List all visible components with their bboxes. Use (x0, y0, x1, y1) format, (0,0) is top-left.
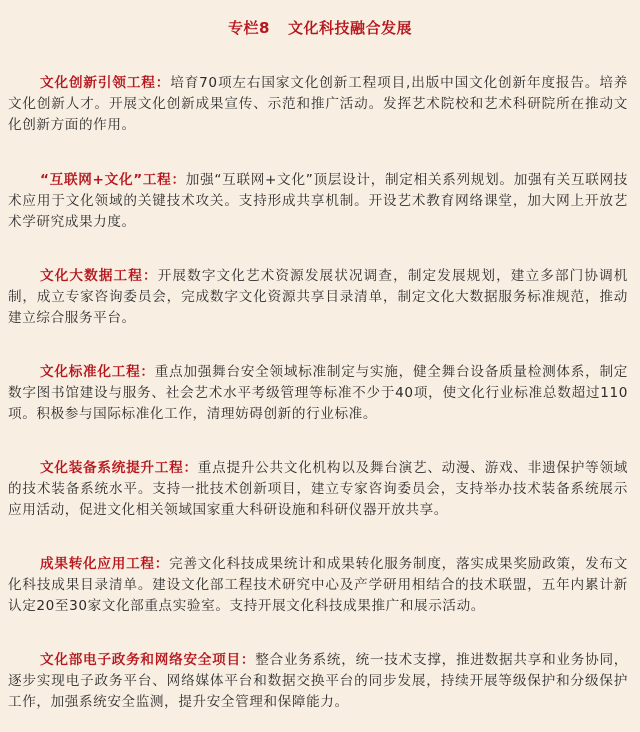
section-culture-big-data (8, 266, 628, 329)
section-body: 培育70项左右国家文化创新工程项目,出版中国文化创新年度报告。培养文化创新人才。开展文化创新成果宣传、示范和推广活动。发挥艺术院校和艺术科研院所在推动文化创新方面的作用。 (8, 75, 628, 133)
section-heading: “互联网+文化”工程： (40, 172, 186, 188)
section-body: 重点加强舞台安全领域标准制定与实施，健全舞台设备质量检测体系，制定数字图书馆建设与服务、社会艺术水平考级管理等标准不少于40项，使文化行业标准总数超过110项。积极参与国际标准化工作，清理妨碍创新的行业标准。 (8, 364, 628, 422)
section-heading: 文化标准化工程： (40, 364, 155, 380)
section-heading: 文化大数据工程： (40, 268, 158, 284)
section-body: 整合业务系统，统一技术支撑，推进数据共享和业务协同，逐步实现电子政务平台、网络媒体平台和数据交换平台的同步发展，持续开展等级保护和分级保护工作，加强系统安全监测，提升安全管理和保障能力。 (8, 652, 629, 710)
section-heading: 文化部电子政务和网络安全项目： (40, 652, 256, 668)
section-e-government-security (8, 650, 628, 713)
section-culture-innovation (8, 73, 628, 136)
section-heading: 文化创新引领工程： (40, 75, 171, 91)
box-title (0, 17, 640, 38)
section-heading: 文化装备系统提升工程： (40, 460, 198, 476)
section-culture-standardization (8, 362, 628, 425)
section-equipment-upgrade (8, 458, 628, 521)
section-body: 完善文化科技成果统计和成果转化服务制度，落实成果奖励政策，发布文化科技成果目录清单。建设文化部工程技术研究中心及产学研用相结合的技术联盟，五年内累计新认定20至30家文化部重点实验室。支持开展文化科技成果推广和展示活动。 (8, 556, 628, 614)
section-heading: 成果转化应用工程： (40, 556, 170, 572)
box-title-text: 文化科技融合发展 (287, 19, 412, 37)
section-body: 开展数字文化艺术资源发展状况调查，制定发展规划，建立多部门协调机制，成立专家咨询委员会，完成数字文化资源共享目录清单，制定文化大数据服务标准规范，推动建立综合服务平台。 (8, 268, 628, 326)
box-title-label: 专栏8 (228, 19, 270, 37)
section-achievement-transfer (8, 554, 628, 617)
section-internet-culture (8, 170, 628, 233)
section-body: 加强“互联网+文化”顶层设计，制定相关系列规划。加强有关互联网技术应用于文化领域的关键技术攻关。支持形成共享机制。开设艺术教育网络课堂，加大网上开放艺术学研究成果力度。 (8, 172, 628, 230)
section-body: 重点提升公共文化机构以及舞台演艺、动漫、游戏、非遗保护等领域的技术装备系统水平。支持一批技术创新项目，建立专家咨询委员会，支持举办技术装备系统展示应用活动，促进文化相关领域国家重大科研设施和科研仪器开放共享。 (8, 460, 628, 518)
